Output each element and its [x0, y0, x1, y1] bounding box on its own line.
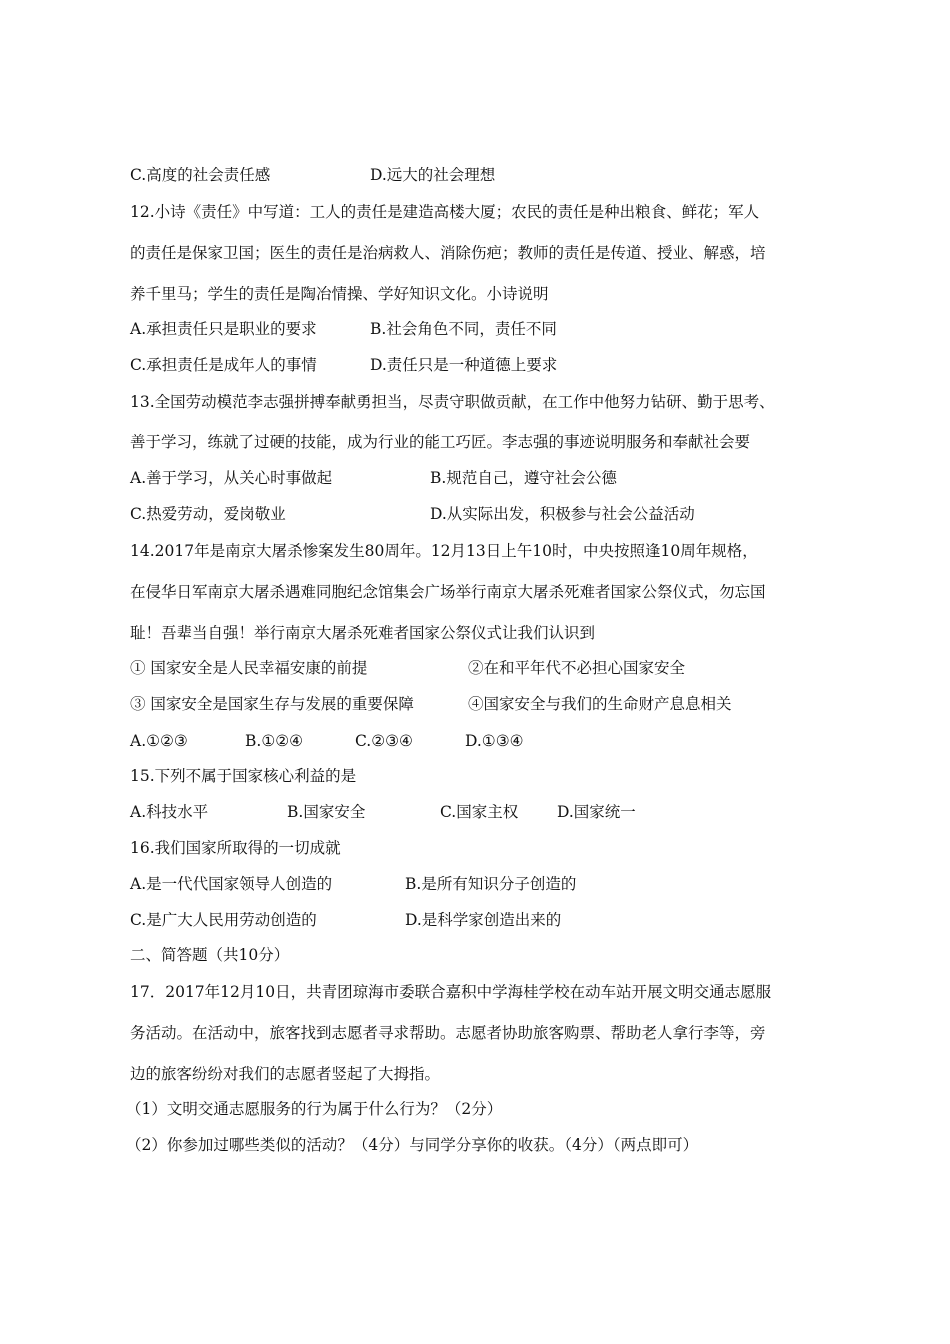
q13-option-c: C.热爱劳动，爱岗敬业	[130, 505, 286, 523]
q14-option-b: B.①②④	[245, 732, 304, 750]
q17-stem-line-1: 17．2017年12月10日，共青团琼海市委联合嘉积中学海桂学校在动车站开展文明交通志愿服	[130, 983, 772, 1001]
q13-stem-line-1: 13.全国劳动模范李志强拼搏奉献勇担当，尽责守职做贡献，在工作中他努力钻研、勤于思考、	[130, 393, 775, 411]
q12-option-d: D.责任只是一种道德上要求	[370, 356, 558, 374]
q17-subquestion-2: （2）你参加过哪些类似的活动？（4分）与同学分享你的收获。（4分）（两点即可）	[126, 1136, 699, 1154]
q14-stem-line-1: 14.2017年是南京大屠杀惨案发生80周年。12月13日上午10时，中央按照逢10周年规格，	[130, 542, 758, 560]
q14-item-4: ④国家安全与我们的生命财产息息相关	[468, 695, 732, 713]
q13-option-d: D.从实际出发，积极参与社会公益活动	[430, 505, 695, 523]
q16-stem: 16.我们国家所取得的一切成就	[130, 839, 341, 857]
q15-option-b: B.国家安全	[287, 803, 366, 821]
q13-stem-line-2: 善于学习，练就了过硬的技能，成为行业的能工巧匠。李志强的事迹说明服务和奉献社会要	[130, 433, 751, 451]
q14-option-a: A.①②③	[130, 732, 188, 750]
q14-stem-line-3: 耻！吾辈当自强！举行南京大屠杀死难者国家公祭仪式让我们认识到	[130, 624, 596, 642]
q15-option-c: C.国家主权	[440, 803, 519, 821]
q12-option-a: A.承担责任只是职业的要求	[130, 320, 317, 338]
q14-item-3: ③ 国家安全是国家生存与发展的重要保障	[130, 695, 414, 713]
q17-subquestion-1: （1）文明交通志愿服务的行为属于什么行为？（2分）	[126, 1100, 503, 1118]
q15-stem: 15.下列不属于国家核心利益的是	[130, 767, 357, 785]
q14-option-d: D.①③④	[465, 732, 524, 750]
q14-item-1: ① 国家安全是人民幸福安康的前提	[130, 659, 368, 677]
q16-option-d: D.是科学家创造出来的	[405, 911, 562, 929]
q13-option-a: A.善于学习，从关心时事做起	[130, 469, 333, 487]
q13-option-b: B.规范自己，遵守社会公德	[430, 469, 617, 487]
q14-stem-line-2: 在侵华日军南京大屠杀遇难同胞纪念馆集会广场举行南京大屠杀死难者国家公祭仪式，勿忘国	[130, 583, 766, 601]
q17-stem-line-2: 务活动。在活动中，旅客找到志愿者寻求帮助。志愿者协助旅客购票、帮助老人拿行李等，旁	[130, 1024, 766, 1042]
q12-stem-line-1: 12.小诗《责任》中写道：工人的责任是建造高楼大厦；农民的责任是种出粮食、鲜花；军人	[130, 203, 760, 221]
q16-option-c: C.是广大人民用劳动创造的	[130, 911, 317, 929]
q15-option-a: A.科技水平	[130, 803, 209, 821]
q15-option-d: D.国家统一	[557, 803, 636, 821]
section-heading: 二、简答题（共10分）	[130, 946, 290, 964]
q12-stem-line-2: 的责任是保家卫国；医生的责任是治病救人、消除伤疤；教师的责任是传道、授业、解惑，培	[130, 244, 766, 262]
q12-option-c: C.承担责任是成年人的事情	[130, 356, 317, 374]
q16-option-a: A.是一代代国家领导人创造的	[130, 875, 333, 893]
q11-option-c: C.高度的社会责任感	[130, 166, 271, 184]
q12-stem-line-3: 养千里马；学生的责任是陶冶情操、学好知识文化。小诗说明	[130, 285, 549, 303]
q14-item-2: ②在和平年代不必担心国家安全	[468, 659, 686, 677]
q14-option-c: C.②③④	[355, 732, 413, 750]
q17-stem-line-3: 边的旅客纷纷对我们的志愿者竖起了大拇指。	[130, 1065, 441, 1083]
q11-option-d: D.远大的社会理想	[370, 166, 496, 184]
q16-option-b: B.是所有知识分子创造的	[405, 875, 577, 893]
q12-option-b: B.社会角色不同，责任不同	[370, 320, 557, 338]
